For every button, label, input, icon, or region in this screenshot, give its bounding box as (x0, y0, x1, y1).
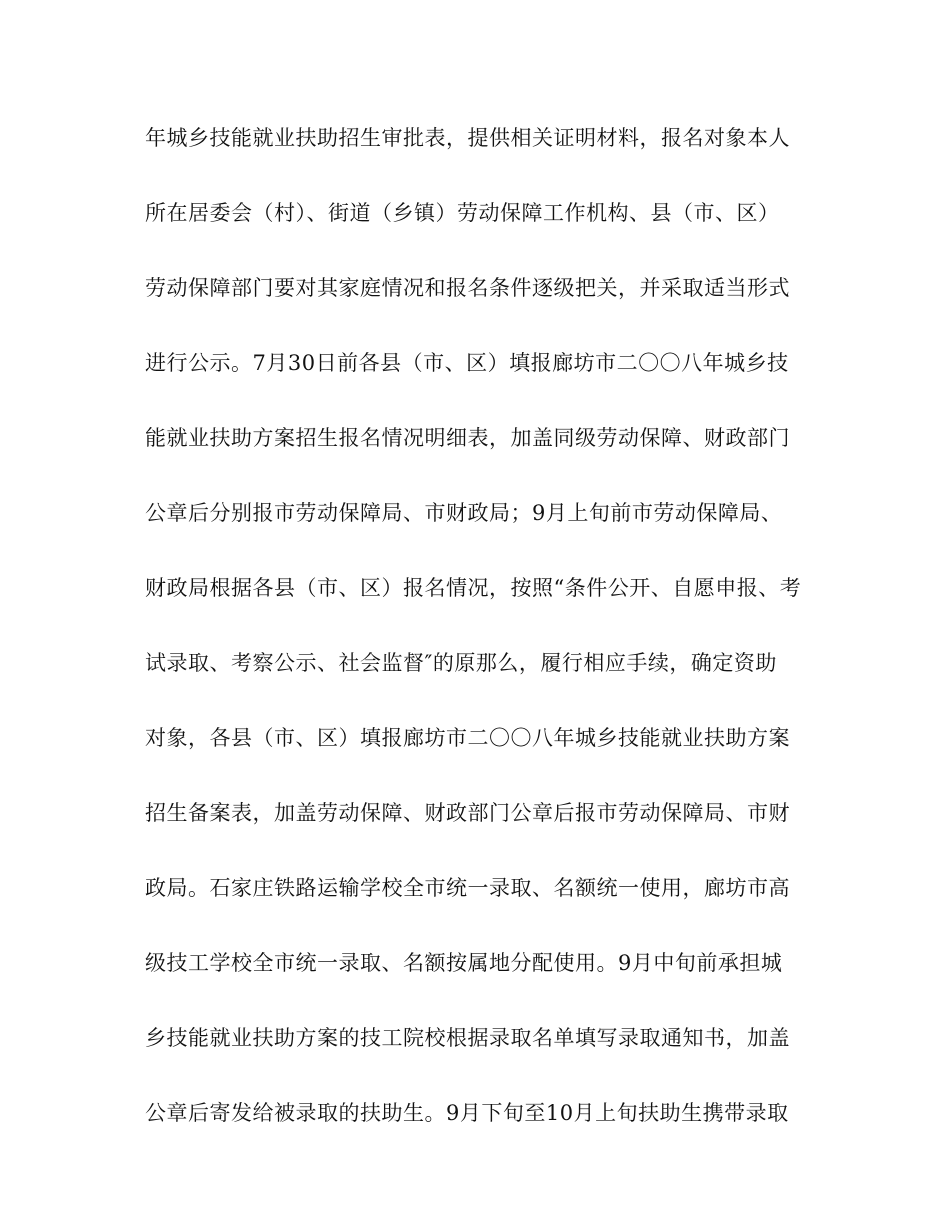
text-line: 招生备案表，加盖劳动保障、财政部门公章后报市劳动保障局、市财 (145, 801, 790, 825)
text-line: 进行公示。7月30日前各县（市、区）填报廊坊市二〇〇八年城乡技 (145, 351, 789, 375)
text-line: 公章后寄发给被录取的扶助生。9月下旬至10月上旬扶助生携带录取 (145, 1101, 789, 1125)
text-line: 财政局根据各县（市、区）报名情况，按照“条件公开、自愿申报、考 (145, 576, 802, 600)
text-line: 乡技能就业扶助方案的技工院校根据录取名单填写录取通知书，加盖 (145, 1026, 790, 1050)
text-line: 劳动保障部门要对其家庭情况和报名条件逐级把关，并采取适当形式 (145, 276, 790, 300)
text-line: 公章后分别报市劳动保障局、市财政局；9月上旬前市劳动保障局、 (145, 501, 783, 525)
text-line: 能就业扶助方案招生报名情况明细表，加盖同级劳动保障、财政部门 (145, 426, 790, 450)
text-line: 级技工学校全市统一录取、名额按属地分配使用。9月中旬前承担城 (145, 951, 783, 975)
text-line: 对象，各县（市、区）填报廊坊市二〇〇八年城乡技能就业扶助方案 (145, 726, 790, 750)
text-line: 政局。石家庄铁路运输学校全市统一录取、名额统一使用，廊坊市高 (145, 876, 790, 900)
text-line: 所在居委会（村）、街道（乡镇）劳动保障工作机构、县（市、区） (145, 201, 780, 225)
text-line: 试录取、考察公示、社会监督″的原那么，履行相应手续，确定资助 (145, 651, 777, 675)
text-line: 年城乡技能就业扶助招生审批表，提供相关证明材料，报名对象本人 (145, 126, 790, 150)
